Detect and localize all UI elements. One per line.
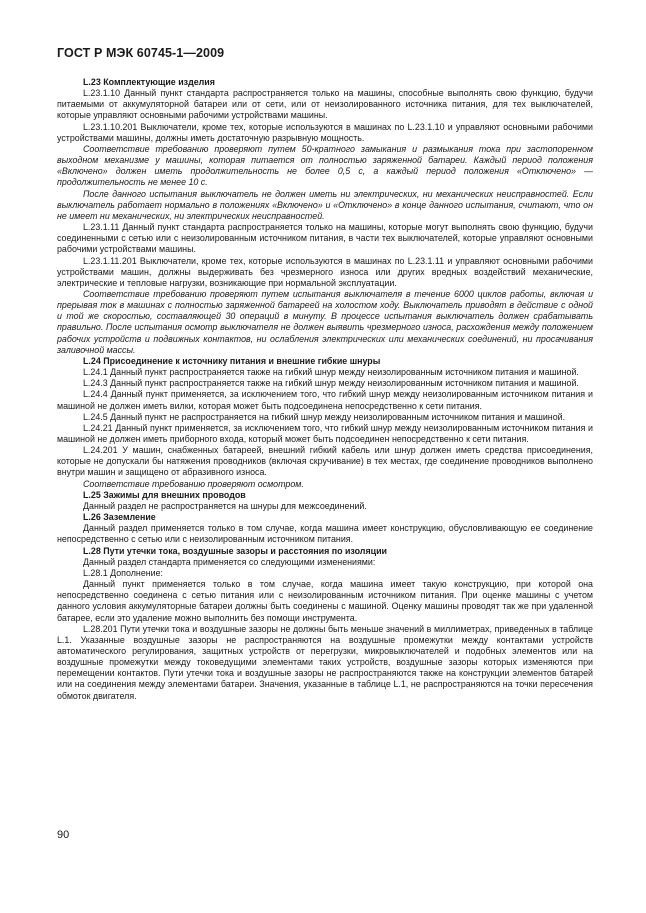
section-heading: L.26 Заземление [83,512,156,523]
paragraph: L.24.1 Данный пункт распространяется также на гибкий шнур между неизолированным источником питания и машиной. [83,367,579,378]
paragraph: L.24.4 Данный пункт применяется, за исключением того, что гибкий шнур между неизолированным источником питания и машиной не должен иметь вилки, которая может быть подсоединена непосредственно к сети питания. [57,389,593,411]
paragraph: Соответствие требованию проверяют осмотром. [83,478,304,489]
paragraph: L.28.1 Дополнение: [83,567,164,578]
paragraph: L.24.3 Данный пункт распространяется также на гибкий шнур между неизолированным источником питания и машиной. [83,378,579,389]
paragraph: После данного испытания выключатель не должен иметь ни электрических, ни механических неисправностей. Если выключатель работает нормально в положениях «Включено» и «Отключено» в конце данного испытания, считают, что он не имеет ни механических, ни электрических неисправностей. [57,188,593,221]
paragraph: Соответствие требованию проверяют путем испытания выключателя в течение 6000 циклов работы, включая и прерывая ток в машинах с полностью заряженной батареей на холостом ходу. Выключатель приводят в действие с одной и той же скоростью, составляющей 30 операций в минуту. В процессе испытания выключатель должен срабатывать правильно. После испытания осмотр выключателя не должен выявить чрезмерного износа, расхождения между положением рабочих устройств и подвижных контактов, ни ослабления электрических или механических соединений, ни просачивания заливочной массы. [57,288,593,355]
paragraph: L.23.1.11 Данный пункт стандарта распространяется только на машины, которые могут выполнять свою функцию, будучи соединенными с сетью или с неизолированным источником питания, в части тех выключателей, которые управляют основными рабочими устройствами машины. [57,222,593,255]
section-heading: L.25 Зажимы для внешних проводов [83,489,246,500]
paragraph: L.28.201 Пути утечки тока и воздушные зазоры не должны быть меньше значений в миллиметрах, приведенных в таблице L.1. Указанные воздушные зазоры не распространяются на воздушные промежутки между контактами устройств автоматического регулирования, защитных устройств от перегрузки, микровыключателей и подобных элементов или на воздушные промежутки между токоведущими элементами таких устройств, воздушные зазоры которых изменяются при перемещении контактов. Пути утечки тока и воздушные зазоры не распространяются также на конструкции элементов батарей или на соединения между элементами батареи. Значения, указанные в таблице L.1, не распространяются на точки пересечения обмоток двигателя. [57,623,593,701]
paragraph: L.24.21 Данный пункт применяется, за исключением того, что гибкий шнур между неизолированным источником питания и машиной не должен иметь приборного входа, который может быть подсоединен непосредственно к сети питания. [57,422,593,444]
paragraph: Соответствие требованию проверяют путем 50-кратного замыкания и размыкания тока при застопоренном выходном механизме у машины, которая питается от полностью заряженной батареи. Каждый период положения «Включено» должен иметь продолжительность не более 0,5 с, а каждый период положения «Отключено» — продолжительность не менее 10 с. [57,143,593,188]
paragraph: L.24.201 У машин, снабженных батареей, внешний гибкий кабель или шнур должен иметь средства присоединения, которые не допускали бы натяжения проводников (включая скручивание) в тех местах, где соединение проводников выполнено внутри машин и защищено от абразивного износа. [57,445,593,478]
section-heading: L.23 Комплектующие изделия [83,77,215,87]
paragraph: L.24.5 Данный пункт не распространяется на гибкий шнур между неизолированным источником питания и машиной. [83,411,566,422]
paragraph: Данный пункт применяется только в том случае, когда машина имеет такую конструкцию, при которой она непосредственно соединена с сетью питания или с неизолированным источником питания. При оценке машины с учетом данного условия аккумуляторные батареи должны быть соединены с машиной. Оценку машины проводят так же при удаленной батарее, если это удаление можно выполнить без помощи инструмента. [57,579,593,623]
paragraph: Данный раздел не распространяется на шнуры для межсоединений. [83,500,367,511]
page-number: 90 [57,829,70,841]
section-heading: L.24 Присоединение к источнику питания и внешние гибкие шнуры [83,355,381,366]
paragraph: L.23.1.10 Данный пункт стандарта распространяется только на машины, способные выполнять свою функцию, будучи питаемыми от аккумуляторной батареи или от сети, или от неизолированного источника питания, для тех выключателей, которые управляют основными рабочими устройствами машины. [57,88,593,121]
paragraph: L.23.1.11.201 Выключатели, кроме тех, которые используются в машинах по L.23.1.11 и управляют основными рабочими устройствами машин, должны выдерживать без чрезмерного износа или других вредных воздействий механические, электрические и тепловые нагрузки, возникающие при нормальной эксплуатации. [57,255,593,288]
document-body [57,77,593,702]
paragraph: L.23.1.10.201 Выключатели, кроме тех, которые используются в машинах по L.23.1.10 и управляют основными рабочими устройствами машины, должны иметь достаточную разрывную мощность. [57,121,593,143]
document-header: ГОСТ Р МЭК 60745-1—2009 [57,46,225,60]
paragraph: Данный раздел стандарта применяется со следующими изменениями: [83,556,376,567]
section-heading: L.28 Пути утечки тока, воздушные зазоры и расстояния по изоляции [83,545,387,556]
paragraph: Данный раздел применяется только в том случае, когда машина имеет конструкцию, обусловливающую ее соединение непосредственно с сетью или с неизолированным источником питания. [57,523,593,545]
